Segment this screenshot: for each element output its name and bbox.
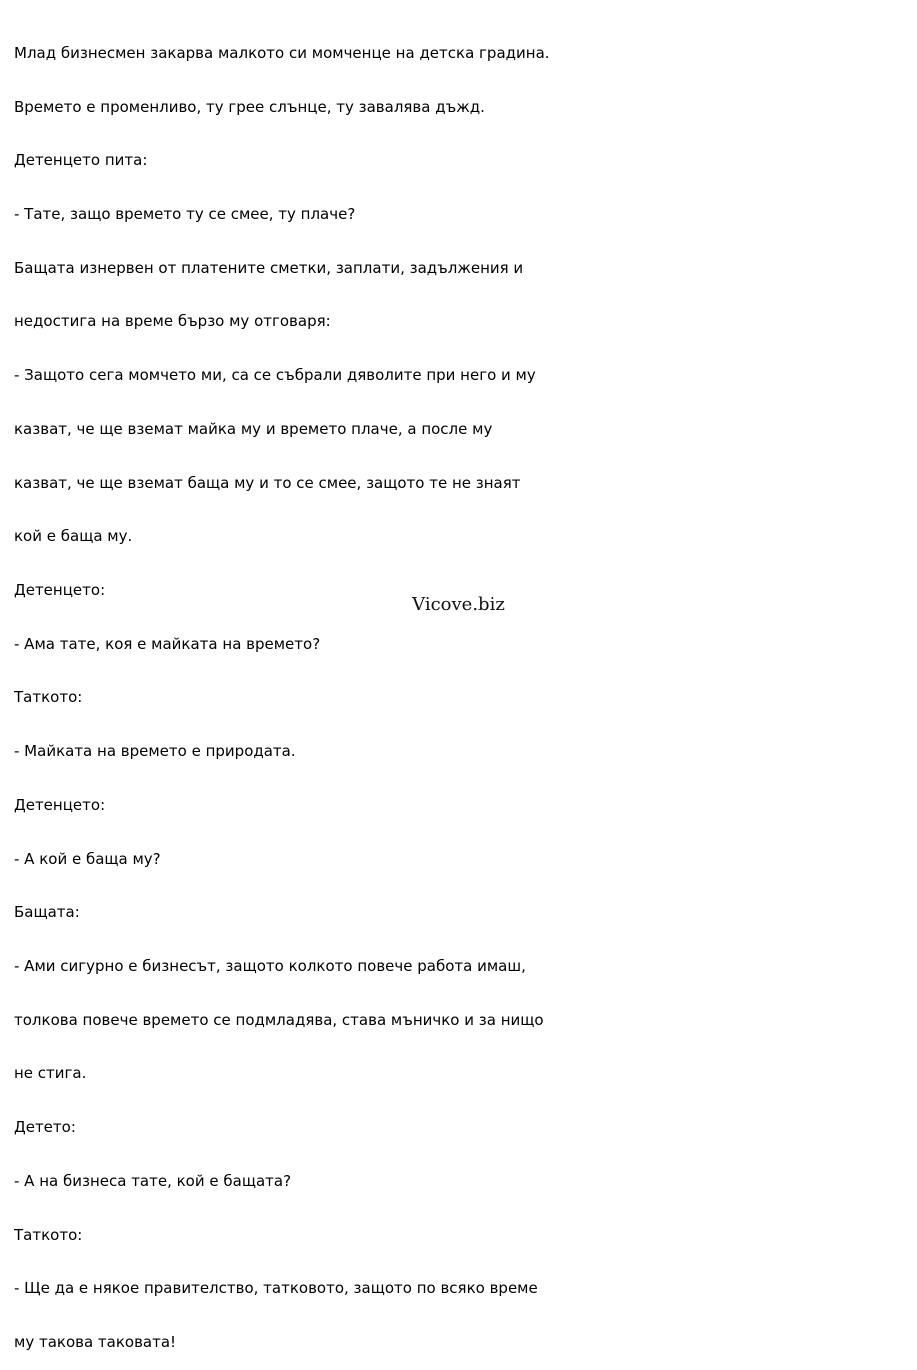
joke-line: Детенцето: [14, 581, 106, 599]
joke-line: Таткото: [14, 688, 83, 707]
joke-line: - Ще да е някое правителство, татковото, защото по всяко време [14, 1279, 538, 1298]
joke-line: Таткото: [14, 1225, 83, 1244]
joke-line: не стига. [14, 1064, 87, 1083]
joke-line: - А на бизнеса тате, кой е бащата? [14, 1171, 292, 1190]
joke-line: - Ама тате, коя е майката на времето? [14, 634, 321, 653]
joke-line: - Тате, защо времето ту се смее, ту плаче? [14, 204, 356, 223]
joke-line: му такова таковата! [14, 1333, 177, 1352]
joke-line: Детето: [14, 1118, 76, 1137]
joke-line: Детенцето: [14, 795, 106, 814]
joke-line: Млад бизнесмен закарва малкото си момченце на детска градина. [14, 43, 550, 62]
joke-line: - Майката на времето е природата. [14, 742, 296, 761]
joke-line: - Защото сега момчето ми, са се събрали дяволите при него и му [14, 366, 536, 385]
joke-line: Детенцето пита: [14, 151, 148, 170]
joke-line: Бащата: [14, 903, 80, 922]
joke-line: недостига на време бързо му отговаря: [14, 312, 331, 331]
joke-line: толкова повече времето се подмладява, става мъничко и за нищо [14, 1010, 544, 1029]
joke-line: казват, че ще вземат майка му и времето плаче, а после му [14, 419, 493, 438]
joke-line: кой е баща му. [14, 527, 133, 546]
joke-line: Времето е променливо, ту грее слънце, ту завалява дъжд. [14, 97, 485, 116]
site-watermark: Vicove.biz [412, 594, 505, 615]
joke-line: - А кой е баща му? [14, 849, 161, 868]
joke-line: казват, че ще вземат баща му и то се смее, защото те не знаят [14, 473, 521, 492]
joke-text [14, 9, 594, 1370]
joke-line: - Ами сигурно е бизнесът, защото колкото повече работа имаш, [14, 957, 526, 976]
joke-line: Бащата изнервен от платените сметки, заплати, задължения и [14, 258, 524, 277]
